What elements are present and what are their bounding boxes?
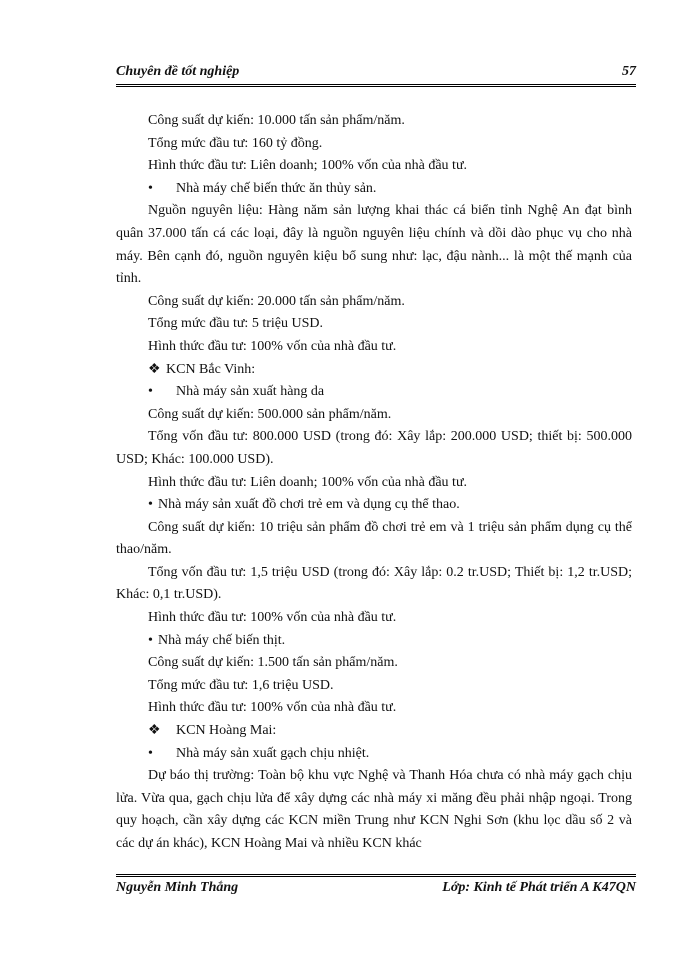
header-rule xyxy=(116,84,636,87)
text-line: Công suất dự kiến: 10.000 tấn sản phẩm/năm. xyxy=(148,113,405,128)
text-line: Hình thức đầu tư: Liên doanh; 100% vốn của nhà đầu tư. xyxy=(148,158,468,174)
diamond-icon: ❖ xyxy=(148,361,161,377)
text-line: Công suất dự kiến: 1.500 tấn sản phẩm/năm. xyxy=(148,655,398,671)
paragraph: Công suất dự kiến: 10 triệu sản phẩm đồ chơi trẻ em và 1 triệu sản phẩm dụng cụ thể thao/năm. xyxy=(116,519,632,558)
section-heading: ❖ KCN Hoàng Mai: xyxy=(116,720,632,743)
list-item: • Nhà máy sản xuất đồ chơi trẻ em và dụng cụ thể thao. xyxy=(116,494,632,517)
diamond-icon: ❖ xyxy=(148,723,161,739)
page-number: 57 xyxy=(622,64,636,79)
paragraph: Nguồn nguyên liệu: Hàng năm sản lượng khai thác cá biển tỉnh Nghệ An đạt bình quân 37.000 tấn cá các loại, đây là nguồn nguyên liệu chính và dồi dào phục vụ cho nhà máy. Bên cạnh đó, nguồn nguyên kiệu bổ sung như: lạc, đậu nành... là một thế mạnh của tỉnh. xyxy=(116,203,632,287)
bullet-icon: • xyxy=(148,745,153,761)
page-footer xyxy=(116,880,636,902)
page-body xyxy=(116,110,632,856)
section-heading: ❖ KCN Bắc Vinh: xyxy=(116,359,632,382)
paragraph: Tổng vốn đầu tư: 1,5 triệu USD (trong đó: Xây lắp: 0.2 tr.USD; Thiết bị: 1,2 tr.USD; Khác: 0,1 tr.USD). xyxy=(116,564,632,603)
text-line: Tổng mức đầu tư: 5 triệu USD. xyxy=(148,316,323,332)
list-item: • Nhà máy chế biến thức ăn thủy sản. xyxy=(116,178,632,201)
text-line: Hình thức đầu tư: 100% vốn của nhà đầu tư. xyxy=(148,610,397,626)
text-line: Tổng mức đầu tư: 1,6 triệu USD. xyxy=(148,677,334,693)
document-title: Chuyên đề tốt nghiệp xyxy=(116,64,240,79)
paragraph: Dự báo thị trường: Toàn bộ khu vực Nghệ và Thanh Hóa chưa có nhà máy gạch chịu lửa. Vừa qua, gạch chịu lửa để xây dựng các nhà máy xi măng đều phải nhập ngoại. Trong quy hoạch, cần xây dựng các KCN miền Trung như KCN Nghi Sơn (khu lọc dầu số 2 và các dự án khác), KCN Hoàng Mai và nhiều KCN khác xyxy=(116,768,632,851)
text-line: Tổng mức đầu tư: 160 tỷ đồng. xyxy=(148,135,323,151)
list-item: • Nhà máy sản xuất hàng da xyxy=(116,381,632,404)
bullet-icon: • xyxy=(148,497,153,513)
text-line: Công suất dự kiến: 20.000 tấn sản phẩm/năm. xyxy=(148,293,405,309)
text-line: Hình thức đầu tư: 100% vốn của nhà đầu tư. xyxy=(148,700,397,716)
bullet-icon: • xyxy=(148,384,153,400)
text-line: Hình thức đầu tư: Liên doanh; 100% vốn của nhà đầu tư. xyxy=(148,474,468,490)
paragraph: Tổng vốn đầu tư: 800.000 USD (trong đó: Xây lắp: 200.000 USD; thiết bị: 500.000 USD; Khác: 100.000 USD). xyxy=(116,429,632,467)
footer-rule xyxy=(116,874,636,877)
text-line: Công suất dự kiến: 500.000 sản phẩm/năm. xyxy=(148,406,392,422)
page-header xyxy=(116,64,636,86)
list-item: • Nhà máy chế biến thịt. xyxy=(116,630,632,653)
bullet-icon: • xyxy=(148,632,153,648)
list-item: • Nhà máy sản xuất gạch chịu nhiệt. xyxy=(116,743,632,766)
class-name: Lớp: Kinh tế Phát triển A K47QN xyxy=(442,880,636,895)
text-line: Hình thức đầu tư: 100% vốn của nhà đầu tư. xyxy=(148,338,397,354)
bullet-icon: • xyxy=(148,180,153,196)
author-name: Nguyễn Minh Thắng xyxy=(116,880,239,895)
